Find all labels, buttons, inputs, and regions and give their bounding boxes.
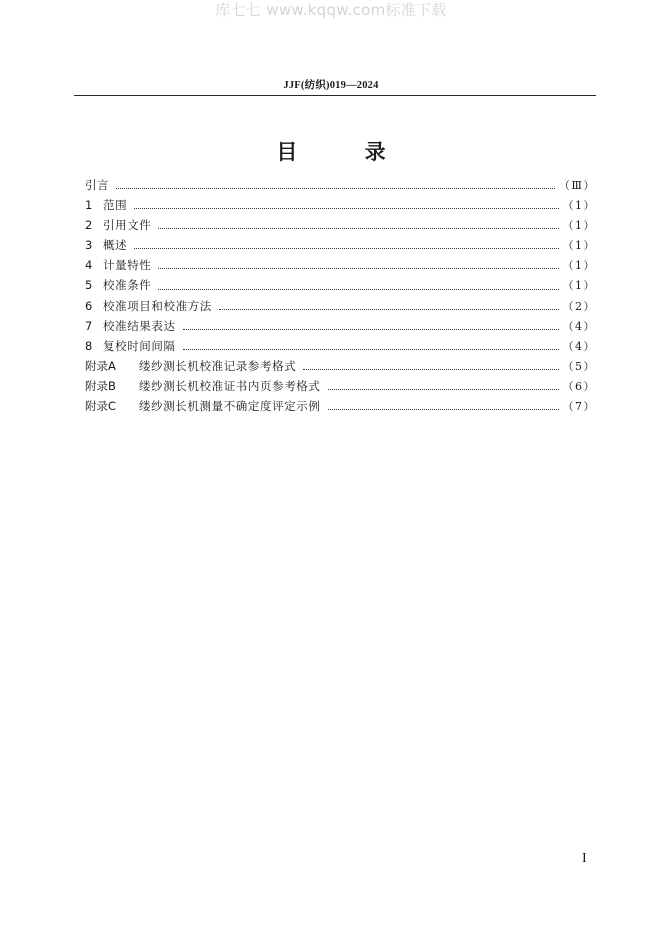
toc-entry-recalibration-interval[interactable] [85, 338, 596, 358]
toc-entry-scope[interactable] [85, 197, 596, 217]
toc-entry-overview[interactable] [85, 237, 596, 257]
toc-entry-page: （7） [562, 400, 596, 414]
toc-entry-label: 校准结果表达 [103, 318, 176, 333]
toc-entry-label: 缕纱测长机校准记录参考格式 [139, 358, 297, 373]
toc-entry-label: 引用文件 [103, 218, 152, 233]
toc-entry-calibration-items-methods[interactable] [85, 298, 596, 318]
toc-entry-page: （4） [562, 319, 596, 333]
toc-entry-calibration-conditions[interactable] [85, 277, 596, 297]
toc-entry-appendix-b[interactable] [85, 378, 596, 398]
toc-entry-page: （2） [562, 299, 596, 313]
toc-dot-leader [116, 188, 555, 189]
toc-dot-leader [183, 329, 559, 330]
toc-entry-label: 复校时间间隔 [103, 338, 176, 353]
toc-entry-page: （5） [562, 359, 596, 373]
toc-dot-leader [158, 228, 558, 229]
toc-entry-metrological-characteristics[interactable] [85, 257, 596, 277]
toc-dot-leader [134, 208, 558, 209]
toc-dot-leader [219, 309, 559, 310]
toc-entry-references[interactable] [85, 217, 596, 237]
toc-entry-label: 引言 [85, 178, 110, 192]
toc-entry-number: 5 [85, 278, 93, 293]
toc-dot-leader [328, 409, 559, 410]
toc-entry-number: 附录C [85, 399, 117, 414]
toc-entry-label: 概述 [103, 238, 128, 253]
toc-entry-number: 3 [85, 238, 93, 253]
toc-entry-results-expression[interactable] [85, 318, 596, 338]
toc-entry-page: （1） [562, 259, 596, 273]
toc-entry-page: （1） [562, 279, 596, 293]
toc-entry-page: （6） [562, 379, 596, 393]
toc-entry-label: 缕纱测长机校准证书内页参考格式 [139, 378, 321, 393]
toc-dot-leader [134, 248, 558, 249]
toc-dot-leader [303, 369, 558, 370]
toc-dot-leader [158, 289, 558, 290]
toc-entry-number: 7 [85, 318, 93, 333]
watermark: 库七七 www.kqqw.com标准下载 [215, 1, 447, 19]
toc-entry-number: 4 [85, 258, 93, 273]
page-number: I [582, 851, 587, 866]
toc-entry-number: 2 [85, 218, 93, 233]
toc-entry-number: 1 [85, 198, 93, 213]
toc-entry-label: 缕纱测长机测量不确定度评定示例 [139, 399, 321, 414]
toc-entry-number: 6 [85, 298, 93, 313]
toc-entry-label: 计量特性 [103, 258, 152, 273]
toc-dot-leader [328, 389, 559, 390]
toc-entry-page: （1） [562, 199, 596, 213]
toc-dot-leader [158, 268, 558, 269]
toc-entry-label: 校准项目和校准方法 [103, 298, 212, 313]
toc-entry-foreword[interactable] [85, 177, 596, 197]
toc-entry-number: 8 [85, 338, 93, 353]
table-of-contents [85, 177, 596, 418]
toc-entry-number: 附录B [85, 378, 116, 393]
toc-entry-label: 范围 [103, 198, 128, 213]
toc-entry-label: 校准条件 [103, 278, 152, 293]
toc-entry-page: （1） [562, 219, 596, 233]
toc-entry-page: （4） [562, 339, 596, 353]
toc-entry-number: 附录A [85, 358, 116, 373]
toc-entry-appendix-c[interactable] [85, 398, 596, 418]
toc-dot-leader [183, 349, 559, 350]
toc-entry-page: （Ⅲ） [558, 179, 596, 192]
toc-entry-appendix-a[interactable] [85, 358, 596, 378]
header-divider [74, 95, 596, 96]
toc-entry-page: （1） [562, 239, 596, 253]
page-title: 目 录 [276, 140, 416, 164]
standard-code-header: JJF(纺织)019—2024 [283, 80, 379, 91]
